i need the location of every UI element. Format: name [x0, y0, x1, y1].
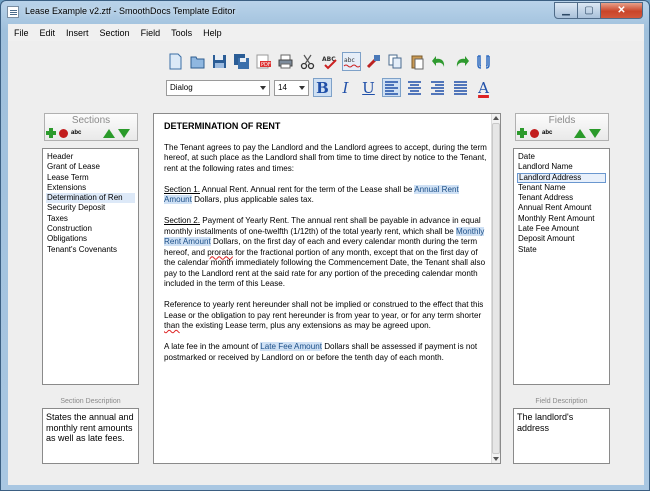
- field-description-label: Field Description: [535, 398, 588, 405]
- fields-tools: [517, 128, 601, 138]
- cut-button[interactable]: [298, 52, 317, 71]
- svg-text:abc: abc: [344, 57, 355, 64]
- list-item[interactable]: Landlord Name: [518, 162, 573, 172]
- font-size-select[interactable]: [274, 80, 309, 96]
- list-item[interactable]: Deposit Amount: [518, 234, 575, 244]
- section-2-label: Section 2.: [164, 216, 200, 225]
- document-scrollbar[interactable]: [491, 114, 500, 463]
- menu-insert[interactable]: Insert: [66, 27, 89, 38]
- section-description-field[interactable]: States the annual and monthly rent amounts as well as late fees.: [42, 408, 139, 464]
- text-color-button[interactable]: A: [478, 78, 489, 97]
- fields-title: Fields: [548, 115, 576, 126]
- list-item[interactable]: Grant of Lease: [47, 162, 100, 172]
- list-item[interactable]: Security Deposit: [47, 203, 106, 213]
- reference-text-end: the existing Lease term, plus any extensions as may be agreed upon.: [179, 321, 431, 330]
- list-item[interactable]: State: [518, 244, 537, 254]
- late-fee-text: A late fee in the amount of: [164, 342, 261, 351]
- late-fee-text-end: Dollars shall be assessed if payment is not postmarked or received by Landlord on or before the tenth day of each month.: [164, 342, 478, 362]
- rename-field-button[interactable]: abc: [542, 130, 553, 136]
- menu-tools[interactable]: Tools: [171, 27, 193, 38]
- minimize-button[interactable]: ▁: [554, 2, 578, 19]
- copy-button[interactable]: [386, 52, 405, 71]
- reference-text: Reference to yearly rent hereunder shall not be implied or construed to the effect that this Lease or the obligation to pay rent hereunder is from year to year, or for any term shorter: [164, 300, 484, 320]
- add-field-button[interactable]: [517, 128, 527, 138]
- field-late-fee-amount[interactable]: Late Fee Amount: [260, 342, 322, 351]
- move-field-down-button[interactable]: [589, 129, 601, 138]
- rename-section-button[interactable]: abc: [71, 130, 82, 136]
- align-right-button[interactable]: [428, 78, 447, 97]
- section-1-text: Annual Rent. Annual rent for the term of the Lease shall be: [200, 184, 415, 194]
- sections-list: [42, 148, 139, 385]
- format-toolbar: [166, 78, 493, 97]
- help-icon[interactable]: [474, 52, 493, 71]
- scroll-thumb[interactable]: [492, 123, 500, 454]
- section-2-text: Payment of Yearly Rent. The annual rent shall be payable in advance in equal monthly installments of one-twelfth (1/12th) of the total yearly rent, which shall be: [164, 216, 481, 236]
- font-family-select[interactable]: [166, 80, 270, 96]
- delete-field-button[interactable]: [530, 129, 539, 138]
- list-item[interactable]: Monthly Rent Amount: [518, 213, 595, 223]
- document-heading: DETERMINATION OF RENT: [164, 121, 281, 131]
- list-item[interactable]: Tenant Name: [518, 182, 566, 192]
- svg-text:ABC: ABC: [322, 56, 336, 63]
- section-1-label: Section 1.: [164, 184, 200, 194]
- list-item[interactable]: Taxes: [47, 213, 68, 223]
- list-item[interactable]: Header: [47, 152, 74, 161]
- list-item[interactable]: Annual Rent Amount: [518, 203, 592, 213]
- menu-file[interactable]: File: [14, 27, 29, 38]
- save-button[interactable]: [210, 52, 229, 71]
- undo-button[interactable]: [430, 52, 449, 71]
- svg-text:PDF: PDF: [261, 62, 271, 68]
- paste-button[interactable]: [408, 52, 427, 71]
- field-description-field[interactable]: The landlord's address: [513, 408, 610, 464]
- align-center-button[interactable]: [405, 78, 424, 97]
- paragraph-late-fee: [164, 342, 487, 363]
- font-size-value: 14: [278, 83, 287, 92]
- close-button[interactable]: ✕: [601, 2, 643, 19]
- list-item[interactable]: Extensions: [47, 182, 87, 192]
- save-all-button[interactable]: [232, 52, 251, 71]
- section-2-text-end: for the fractional portion of any month, except that on the first day of the calendar month immediately following the Commencement Date, the Tenant shall also pay to the Landlord rent at the said rate for any portion of the preceding calendar month included in the term of this Lease.: [164, 247, 486, 288]
- list-item[interactable]: Date: [518, 152, 535, 161]
- spellcheck-as-you-type-button[interactable]: [342, 52, 361, 71]
- paragraph-section-1: [164, 185, 487, 206]
- add-section-button[interactable]: [46, 128, 56, 138]
- italic-button[interactable]: I: [342, 78, 349, 97]
- section-1-text-end: Dollars, plus applicable sales tax.: [191, 195, 314, 204]
- sections-title: Sections: [71, 115, 111, 126]
- list-item[interactable]: Obligations: [47, 234, 88, 244]
- menu-edit[interactable]: Edit: [39, 27, 56, 38]
- open-button[interactable]: [188, 52, 207, 71]
- align-left-button[interactable]: [382, 78, 401, 97]
- menu-bar: [8, 24, 644, 41]
- bold-button[interactable]: B: [313, 78, 332, 97]
- redo-button[interactable]: [452, 52, 471, 71]
- new-document-button[interactable]: [166, 52, 185, 71]
- list-item[interactable]: Construction: [47, 224, 92, 234]
- underline-button[interactable]: U: [362, 78, 375, 97]
- document-icon: [7, 6, 19, 18]
- menu-field[interactable]: Field: [140, 27, 161, 38]
- paragraph-reference: [164, 300, 487, 332]
- title-bar[interactable]: [1, 1, 649, 23]
- move-section-up-button[interactable]: [103, 129, 115, 138]
- list-item[interactable]: Tenant's Covenants: [47, 244, 118, 254]
- find-replace-button[interactable]: [364, 52, 383, 71]
- fields-list: [513, 148, 610, 385]
- section-2-text-mid: Dollars, on the first day of each and every calendar month during the term hereof, and: [164, 237, 478, 257]
- field-monthly-rent-amount[interactable]: Monthly Rent Amount: [164, 226, 485, 246]
- move-field-up-button[interactable]: [574, 129, 586, 138]
- maximize-button[interactable]: ▢: [578, 2, 601, 19]
- scroll-down-arrow-icon[interactable]: [493, 457, 499, 461]
- delete-section-button[interactable]: [59, 129, 68, 138]
- main-toolbar: [166, 52, 493, 71]
- list-item[interactable]: Tenant Address: [518, 193, 574, 203]
- paragraph-intro: The Tenant agrees to pay the Landlord and the Landlord agrees to accept, during the term hereof, at such place as the Landlord shall from time to time direct by notice to the Tenant, rent at the following rates and times:: [164, 142, 487, 173]
- menu-help[interactable]: Help: [203, 27, 222, 38]
- justify-button[interactable]: [451, 78, 470, 97]
- window-title: Lease Example v2.ztf - SmoothDocs Template Editor: [25, 6, 236, 16]
- list-item[interactable]: Lease Term: [47, 172, 89, 182]
- misspelled-word: prorata: [207, 247, 233, 257]
- scroll-up-arrow-icon[interactable]: [493, 116, 499, 120]
- font-family-value: Dialog: [170, 83, 193, 92]
- list-item[interactable]: Late Fee Amount: [518, 224, 579, 234]
- list-item[interactable]: Determination of Ren: [46, 193, 135, 203]
- list-item[interactable]: Landlord Address: [517, 173, 606, 183]
- chevron-down-icon: [260, 86, 266, 90]
- document-editor[interactable]: [153, 113, 501, 464]
- paragraph-section-2: [164, 216, 487, 290]
- misspelled-word: than: [164, 321, 180, 330]
- client-area: [8, 41, 644, 485]
- menu-section[interactable]: Section: [99, 27, 130, 38]
- spellcheck-icon[interactable]: [320, 52, 339, 71]
- chevron-down-icon: [299, 86, 305, 90]
- field-annual-rent-amount[interactable]: Annual Rent Amount: [164, 184, 459, 204]
- move-section-down-button[interactable]: [118, 129, 130, 138]
- pdf-export-button[interactable]: [254, 52, 273, 71]
- section-description-label: Section Description: [60, 398, 121, 405]
- sections-tools: [46, 128, 130, 138]
- print-button[interactable]: [276, 52, 295, 71]
